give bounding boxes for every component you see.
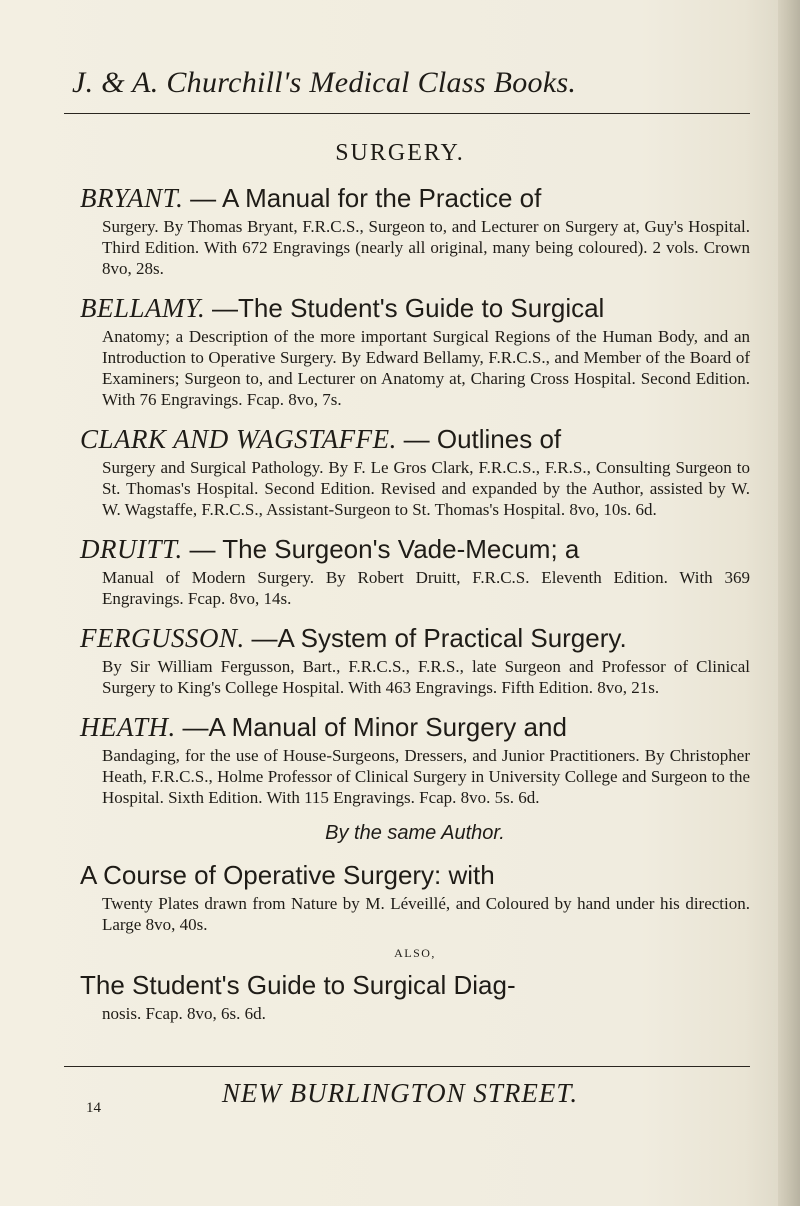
entry-description: Surgery. By Thomas Bryant, F.R.C.S., Surgeon to, and Lecturer on Surgery at, Guy's Hospital. Third Edition. With 672 Engravings (nearly all original, many being coloured). 2 vols. Crown 8vo, 28s. xyxy=(102,217,750,278)
entry-fergusson xyxy=(80,620,750,698)
entry-druitt xyxy=(80,531,750,609)
page-edge-shadow xyxy=(778,0,800,1206)
section-title: SURGERY. xyxy=(335,140,465,166)
entry-title: —The Student's Guide to Surgical xyxy=(212,293,605,323)
entry-bellamy xyxy=(80,290,750,410)
entry-author: BELLAMY. xyxy=(80,293,206,323)
entry-description: Bandaging, for the use of House-Surgeons, Dressers, and Junior Practitioners. By Christopher Heath, F.R.C.S., Holme Professor of Clinical Surgery in University College and Surgeon to the Hospital. Sixth Edition. With 115 Engravings. Fcap. 8vo. 5s. 6d. xyxy=(102,746,750,807)
entry-description: Manual of Modern Surgery. By Robert Druitt, F.R.C.S. Eleventh Edition. With 369 Engravings. Fcap. 8vo, 14s. xyxy=(102,568,750,608)
entry-heading xyxy=(80,620,750,656)
entry-heading xyxy=(80,421,750,457)
entry-description: Twenty Plates drawn from Nature by M. Léveillé, and Coloured by hand under his direction. Large 8vo, 40s. xyxy=(102,894,750,934)
header-rule xyxy=(64,113,750,114)
entry-title: —A Manual of Minor Surgery and xyxy=(182,712,567,742)
also-label: ALSO, xyxy=(394,946,436,960)
entry-heading xyxy=(80,857,750,893)
entry-operative-surgery xyxy=(80,857,750,935)
entry-title: The Student's Guide to Surgical Diag- xyxy=(80,970,516,1000)
entry-description: Anatomy; a Description of the more important Surgical Regions of the Human Body, and an Introduction to Operative Surgery. By Edward Bellamy, F.R.C.S., and Member of the Board of Examiners; Surgeon to, and Lecturer on Anatomy at, Charing Cross Hospital. Second Edition. With 76 Engravings. Fcap. 8vo, 7s. xyxy=(102,327,750,409)
entry-title: —A System of Practical Surgery. xyxy=(251,623,627,653)
page-number: 14 xyxy=(86,1100,101,1116)
footer-rule xyxy=(64,1066,750,1067)
entry-clark-wagstaffe xyxy=(80,421,750,520)
entry-title: A Course of Operative Surgery: with xyxy=(80,860,495,890)
entry-title: — The Surgeon's Vade-Mecum; a xyxy=(189,534,580,564)
entry-description: nosis. Fcap. 8vo, 6s. 6d. xyxy=(102,1004,266,1023)
entry-author: CLARK AND WAGSTAFFE. xyxy=(80,424,397,454)
entry-description: By Sir William Fergusson, Bart., F.R.C.S., F.R.S., late Surgeon and Professor of Clinical Surgery to King's College Hospital. With 463 Engravings. Fifth Edition. 8vo, 21s. xyxy=(102,657,750,697)
entry-author: DRUITT. xyxy=(80,534,183,564)
catalogue-list xyxy=(80,180,750,1035)
entry-author: BRYANT. xyxy=(80,183,184,213)
entry-description: Surgery and Surgical Pathology. By F. Le Gros Clark, F.R.C.S., F.R.S., Consulting Surgeon to St. Thomas's Hospital. Second Edition. Revised and expanded by the Author, assisted by W. W. Wagstaffe, F.R.C.S., Assistant-Surgeon to St. Thomas's Hospital. 8vo, 10s. 6d. xyxy=(102,458,750,519)
running-head: J. & A. Churchill's Medical Class Books. xyxy=(72,66,577,99)
entry-heading xyxy=(80,290,750,326)
entry-author: HEATH. xyxy=(80,712,176,742)
footer-imprint: NEW BURLINGTON STREET. xyxy=(221,1078,579,1108)
same-author-byline: By the same Author. xyxy=(325,822,505,844)
entry-heading xyxy=(80,180,750,216)
entry-title: — A Manual for the Practice of xyxy=(190,183,542,213)
entry-title: — Outlines of xyxy=(403,424,562,454)
entry-heath xyxy=(80,709,750,808)
entry-heading xyxy=(80,709,750,745)
entry-bryant xyxy=(80,180,750,279)
entry-heading xyxy=(80,967,750,1003)
entry-author: FERGUSSON. xyxy=(80,623,245,653)
entry-heading xyxy=(80,531,750,567)
entry-surgical-diagnosis xyxy=(80,967,750,1024)
